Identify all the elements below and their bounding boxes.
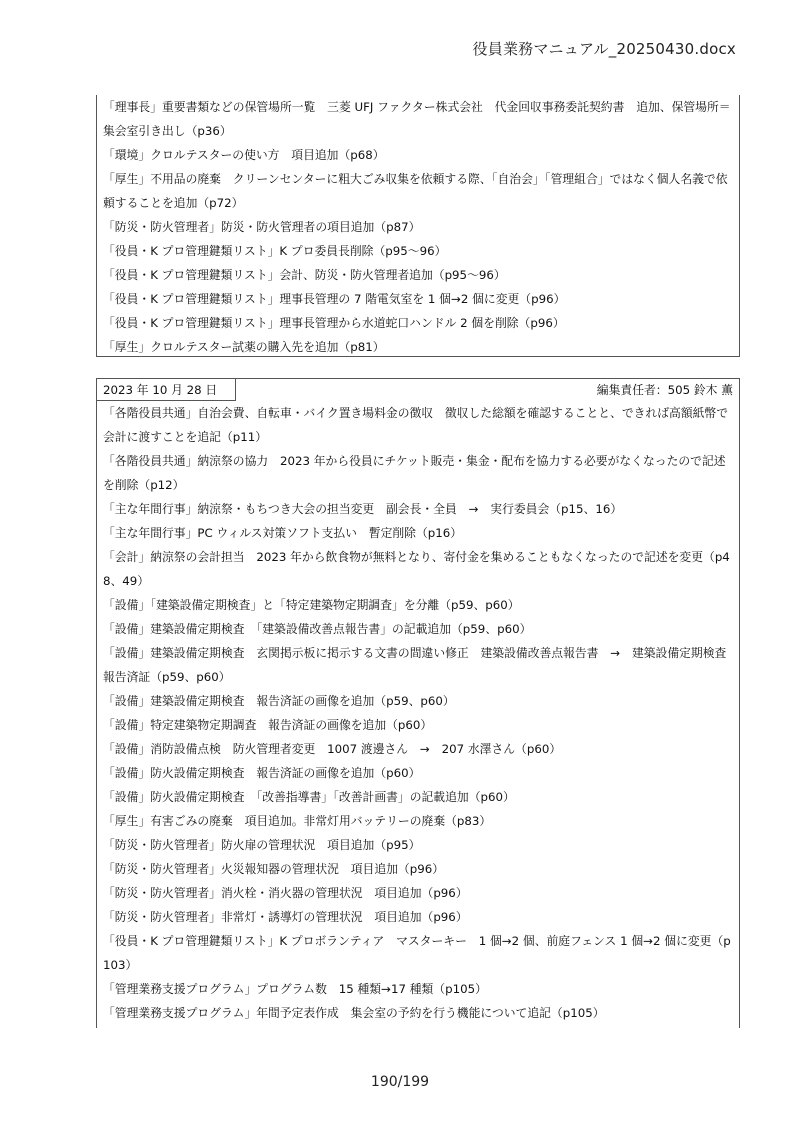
changelog-box-previous <box>96 95 740 357</box>
changelog-entry: 「設備」建築設備定期検査 玄関掲示板に掲示する文書の間違い修正 建築設備改善点報告書 → 建築設備定期検査報告済証（p59、p60） <box>103 646 727 684</box>
revision-date: 2023 年 10 月 28 日 <box>97 379 236 401</box>
changelog-entry: 「設備」建築設備定期検査 報告済証の画像を追加（p59、p60） <box>103 694 455 708</box>
changelog-entry: 「主な年間行事」納涼祭・もちつき大会の担当変更 副会長・全員 → 実行委員会（p15、16） <box>103 502 623 516</box>
changelog-entry: 「各階役員共通」自治会費、自転車・バイク置き場料金の徴収 徴収した総額を確認することと、できれば高額紙幣で会計に渡すことを追記（p11） <box>103 406 729 444</box>
changelog-entry: 「設備」特定建築物定期調査 報告済証の画像を追加（p60） <box>103 718 433 732</box>
changelog-entry: 「役員・K プロ管理鍵類リスト」会計、防災・防火管理者追加（p95〜96） <box>103 268 506 282</box>
changelog-entry: 「防災・防火管理者」防災・防火管理者の項目追加（p87） <box>103 220 421 234</box>
changelog-entry: 「主な年間行事」PC ウィルス対策ソフト支払い 暫定削除（p16） <box>103 526 463 540</box>
changelog-entry: 「役員・K プロ管理鍵類リスト」K プロ委員長削除（p95〜96） <box>103 244 447 258</box>
changelog-entry: 「各階役員共通」納涼祭の協力 2023 年から役員にチケット販売・集金・配布を協力する必要がなくなったので記述を削除（p12） <box>103 454 726 492</box>
changelog-entry: 「会計」納涼祭の会計担当 2023 年から飲食物が無料となり、寄付金を集めることもなくなったので記述を変更（p48、49） <box>103 550 730 588</box>
changelog-entry-list <box>103 95 733 359</box>
changelog-entry: 「役員・K プロ管理鍵類リスト」理事長管理の 7 階電気室を 1 個→2 個に変更（p96） <box>103 292 566 306</box>
changelog-box-2023-10-28 <box>96 378 740 1028</box>
changelog-entry: 「防災・防火管理者」火災報知器の管理状況 項目追加（p96） <box>103 862 445 876</box>
document-filename: 役員業務マニュアル_20250430.docx <box>472 40 736 58</box>
changelog-entry: 「設備」防火設備定期検査 「改善指導書」「改善計画書」の記載追加（p60） <box>103 790 515 804</box>
editor-in-charge: 編集責任者：505 鈴木 薫 <box>596 383 733 397</box>
changelog-entry: 「防災・防火管理者」非常灯・誘導灯の管理状況 項目追加（p96） <box>103 910 468 924</box>
changelog-entry: 「役員・K プロ管理鍵類リスト」理事長管理から水道蛇口ハンドル 2 個を削除（p96） <box>103 316 565 330</box>
changelog-entry: 「管理業務支援プログラム」年間予定表作成 集会室の予約を行う機能について追記（p105） <box>103 1006 605 1020</box>
changelog-entry: 「厚生」有害ごみの廃棄 項目追加。非常灯用バッテリーの廃棄（p83） <box>103 814 492 828</box>
changelog-header <box>97 379 739 401</box>
changelog-entry: 「環境」クロルテスターの使い方 項目追加（p68） <box>103 148 385 162</box>
changelog-entry: 「役員・K プロ管理鍵類リスト」K プロボランティア マスターキー 1 個→2 個、前庭フェンス 1 個→2 個に変更（p103） <box>103 934 731 972</box>
changelog-entry: 「防災・防火管理者」消火栓・消火器の管理状況 項目追加（p96） <box>103 886 468 900</box>
changelog-entry: 「設備」建築設備定期検査 「建築設備改善点報告書」の記載追加（p59、p60） <box>103 622 532 636</box>
changelog-entry: 「設備」防火設備定期検査 報告済証の画像を追加（p60） <box>103 766 421 780</box>
changelog-entry: 「防災・防火管理者」防火扉の管理状況 項目追加（p95） <box>103 838 421 852</box>
changelog-entry: 「理事長」重要書類などの保管場所一覧 三菱 UFJ ファクター株式会社 代金回収事務委託契約書 追加、保管場所＝集会室引き出し（p36） <box>103 100 731 138</box>
page-number: 190/199 <box>370 1074 430 1090</box>
changelog-entry: 「厚生」クロルテスター試薬の購入先を追加（p81） <box>103 340 385 354</box>
changelog-entry: 「設備」「建築設備定期検査」と「特定建築物定期調査」を分離（p59、p60） <box>103 598 520 612</box>
changelog-entry: 「管理業務支援プログラム」プログラム数 15 種類→17 種類（p105） <box>103 982 487 996</box>
changelog-entry-list <box>103 401 733 1025</box>
changelog-entry: 「厚生」不用品の廃棄 クリーンセンターに粗大ごみ収集を依頼する際、「自治会」「管理組合」ではなく個人名義で依頼することを追加（p72） <box>103 172 728 210</box>
changelog-entry: 「設備」消防設備点検 防火管理者変更 1007 渡邊さん → 207 水澤さん（p60） <box>103 742 562 756</box>
